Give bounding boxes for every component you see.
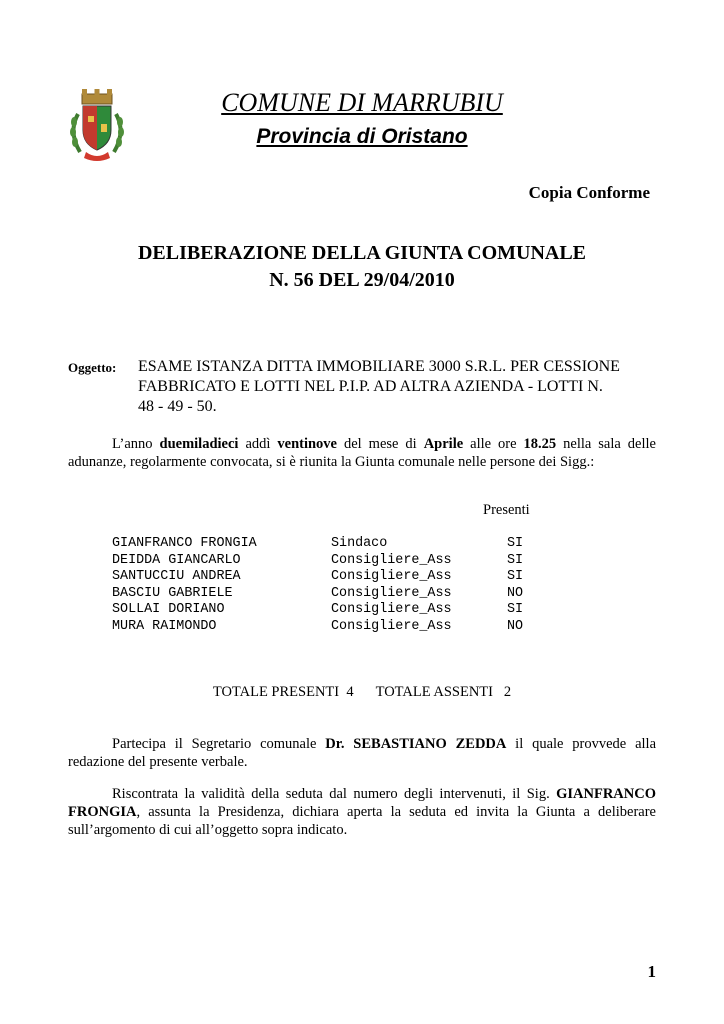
table-row: GIANFRANCO FRONGIA Sindaco SI xyxy=(112,536,524,551)
comune-title: COMUNE DI MARRUBIU xyxy=(221,88,503,117)
table-row: BASCIU GABRIELE Consigliere_Ass NO xyxy=(112,585,524,601)
delibera-number: N. 56 DEL 29/04/2010 xyxy=(269,269,455,291)
intro-paragraph: L’anno duemiladieci addì ventinove del mese di Aprile alle ore 18.25 nella sala delle adunanze, regolarmente convocata, si è riunita la Giunta comunale nelle persone dei Sigg.: xyxy=(68,436,656,470)
presenti-header: Presenti xyxy=(483,502,530,518)
oggetto-line: 48 - 49 - 50. xyxy=(138,398,217,415)
delibera-title: DELIBERAZIONE DELLA GIUNTA COMUNALE xyxy=(137,242,587,264)
table-row: MURA RAIMONDO Consigliere_Ass NO xyxy=(112,618,524,634)
totals-line xyxy=(0,684,724,701)
segretario-paragraph: Partecipa il Segretario comunale Dr. SEBASTIANO ZEDDA il quale provvede alla redazione del presente verbale. xyxy=(68,736,657,770)
copia-conforme-label: Copia Conforme xyxy=(528,183,650,202)
totale-presenti: TOTALE PRESENTI 4 xyxy=(212,684,354,700)
table-row: SOLLAI DORIANO Consigliere_Ass SI xyxy=(112,602,524,617)
table-row: DEIDDA GIANCARLO Consigliere_Ass SI xyxy=(112,552,524,568)
oggetto-block xyxy=(68,357,658,417)
oggetto-label: Oggetto: xyxy=(68,360,117,375)
validita-paragraph: Riscontrata la validità della seduta dal numero degli intervenuti, il Sig. GIANFRANCO FRONGIA, assunta la Presidenza, dichiara aperta la seduta ed invita la Giunta a deliberare sull’argomento di cui all’oggetto sopra indicato. xyxy=(68,786,656,838)
members-table xyxy=(112,536,537,635)
totale-assenti: TOTALE ASSENTI 2 xyxy=(375,684,512,700)
table-row: SANTUCCIU ANDREA Consigliere_Ass SI xyxy=(112,569,524,584)
oggetto-line: ESAME ISTANZA DITTA IMMOBILIARE 3000 S.R.L. PER CESSIONE xyxy=(138,358,620,375)
oggetto-line: FABBRICATO E LOTTI NEL P.I.P. AD ALTRA AZIENDA - LOTTI N. xyxy=(138,378,603,395)
provincia-subtitle: Provincia di Oristano xyxy=(256,125,468,148)
page-number: 1 xyxy=(647,962,656,981)
